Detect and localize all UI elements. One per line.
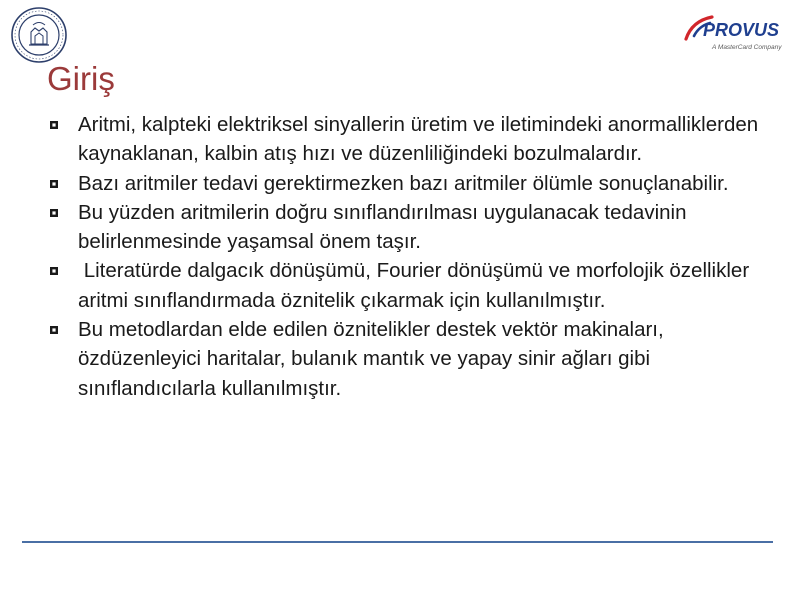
square-bullet-icon [49, 120, 59, 130]
square-bullet-icon [49, 325, 59, 335]
square-bullet-icon [49, 179, 59, 189]
provus-logo-icon [682, 9, 790, 53]
footer-divider [22, 541, 773, 543]
bullet-text: Literatürde dalgacık dönüşümü, Fourier dönüşümü ve morfolojik özellikler aritmi sınıflandırmada öznitelik çıkarmak için kullanılmıştır. [78, 259, 755, 312]
bullet-item [47, 110, 763, 169]
university-seal-logo [10, 6, 68, 64]
bullet-text: Bazı aritmiler tedavi gerektirmezken bazı aritmiler ölümle sonuçlanabilir. [78, 171, 729, 195]
provus-logo-name: PROVUS [703, 20, 780, 40]
bullet-item [47, 315, 763, 403]
bullet-text: Aritmi, kalpteki elektriksel sinyallerin üretim ve iletimindeki anormalliklerden kaynaklanan, kalbin atış hızı ve düzenliliğindeki bozulmalardır. [78, 113, 759, 166]
bullet-item [47, 198, 763, 257]
slide-title: Giriş [47, 60, 115, 97]
provus-logo [682, 9, 790, 53]
square-bullet-icon [49, 208, 59, 218]
bullet-item [47, 256, 763, 315]
provus-logo-tagline: A MasterCard Company [712, 44, 782, 51]
bullet-text: Bu yüzden aritmilerin doğru sınıflandırılması uygulanacak tedavinin belirlenmesinde yaşamsal önem taşır. [78, 200, 687, 254]
bullet-list [47, 110, 763, 403]
square-bullet-icon [49, 266, 59, 276]
bullet-text: Bu metodlardan elde edilen öznitelikler destek vektör makinaları, özdüzenleyici haritalar, bulanık mantık ve yapay sinir ağları gibi sınıflandıcılarla kullanılmıştır. [78, 318, 664, 400]
university-seal-icon [10, 6, 68, 64]
bullet-item [47, 169, 763, 198]
